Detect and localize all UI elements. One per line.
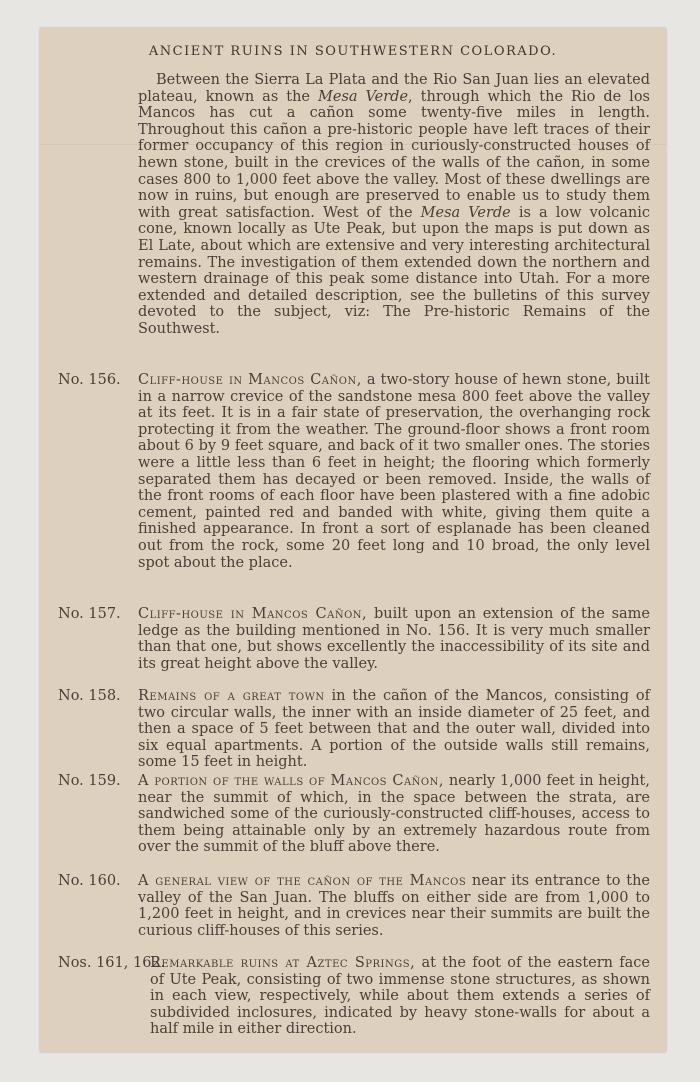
entry-161-162 bbox=[58, 955, 650, 1038]
entry-heading: A general view of the cañon of the Mancos bbox=[138, 873, 467, 889]
entry-number: No. 159. bbox=[58, 773, 121, 789]
intro-text-2: , through which the Rio de los Mancos has cut a cañon some twenty-five miles in length. Throughout this cañon a pre-historic people have left traces of their former occupancy of this region in curiously-constructed houses of hewn stone, built in the crevices of the walls of the cañon, in some cases 800 to 1,000 feet above the valley. Most of these dwellings are now in ruins, but enough are preserved to enable us to study them with great satisfaction. West of the bbox=[138, 88, 650, 221]
entry-heading: Cliff-house in Mancos Cañon, bbox=[138, 606, 368, 622]
entry-number: Nos. 161, 162. bbox=[58, 955, 166, 971]
entry-text: near its entrance to the valley of the San Juan. The bluffs on either side are from 1,000 to 1,200 feet in height, and in crevices near their summits are built the curious cliff-houses of this series. bbox=[138, 873, 650, 939]
entry-heading: Remains of a great town bbox=[138, 688, 325, 704]
document-page bbox=[40, 28, 666, 1052]
entry-160 bbox=[58, 873, 650, 939]
intro-mesa-verde-2: Mesa Verde bbox=[420, 204, 511, 221]
entry-156 bbox=[58, 372, 650, 571]
intro-paragraph bbox=[138, 72, 650, 338]
entry-text: in the cañon of the Mancos, consisting of two circular walls, the inner with an inside diameter of 25 feet, and then a space of 5 feet between that and the outer wall, divided into six equal apartments. A portion of the outside walls still remains, some 15 feet in height. bbox=[138, 688, 650, 771]
page-title: ANCIENT RUINS IN SOUTHWESTERN COLORADO. bbox=[148, 44, 558, 59]
entry-158 bbox=[58, 688, 650, 771]
entry-text: built upon an extension of the same ledge as the building mentioned in No. 156. It is very much smaller than that one, but shows excellently the inaccessibility of its site and its great height above the valley. bbox=[138, 606, 650, 672]
entry-text: a two-story house of hewn stone, built in a narrow crevice of the sandstone mesa 800 feet above the valley at its feet. It is in a fair state of preservation, the overhanging rock protecting it from the weather. The ground-floor shows a front room about 6 by 9 feet square, and back of it two smaller ones. The stories were a little less than 6 feet in height; the flooring which formerly separated them has decayed or been removed. Inside, the walls of the front rooms of each floor have been plastered with a fine adobic cement, painted red and banded with white, giving them quite a finished appearance. In front a sort of esplanade has been cleaned out from the rock, some 20 feet long and 10 broad, the only level spot about the place. bbox=[138, 372, 650, 571]
entry-159 bbox=[58, 773, 650, 856]
entry-number: No. 157. bbox=[58, 606, 121, 622]
intro-text-1: Between the Sierra La Plata and the Rio San Juan lies an elevated plateau, known as the bbox=[138, 72, 650, 105]
entry-157 bbox=[58, 606, 650, 672]
entry-text: nearly 1,000 feet in height, near the summit of which, in the space between the strata, are sandwiched some of the curiously-constructed cliff-houses, access to them being attainable only by an extremely hazardous route from over the summit of the bluff above there. bbox=[138, 773, 650, 856]
entry-heading: Remarkable ruins at Aztec Springs, bbox=[150, 955, 416, 971]
entry-heading: A portion of the walls of Mancos Cañon, bbox=[138, 773, 444, 789]
entry-number: No. 160. bbox=[58, 873, 121, 889]
entry-number: No. 156. bbox=[58, 372, 121, 388]
intro-mesa-verde-1: Mesa Verde bbox=[318, 88, 409, 105]
entry-heading: Cliff-house in Mancos Cañon, bbox=[138, 372, 362, 388]
intro-text-3: is a low volcanic cone, known locally as Ute Peak, but upon the maps is put down as El Late, about which are extensive and very interesting architectural remains. The investigation of them extended down the northern and western drainage of this peak some distance into Utah. For a more extended and detailed description, see the bulletins of this survey devoted to the subject, viz: The Pre-historic Remains of the Southwest. bbox=[138, 204, 650, 337]
entry-number: No. 158. bbox=[58, 688, 121, 704]
entry-text: at the foot of the eastern face of Ute Peak, consisting of two immense stone structures, as shown in each view, respectively, while about them extends a series of subdivided inclosures, indicated by heavy stone-walls for about a half mile in either direction. bbox=[150, 955, 650, 1038]
